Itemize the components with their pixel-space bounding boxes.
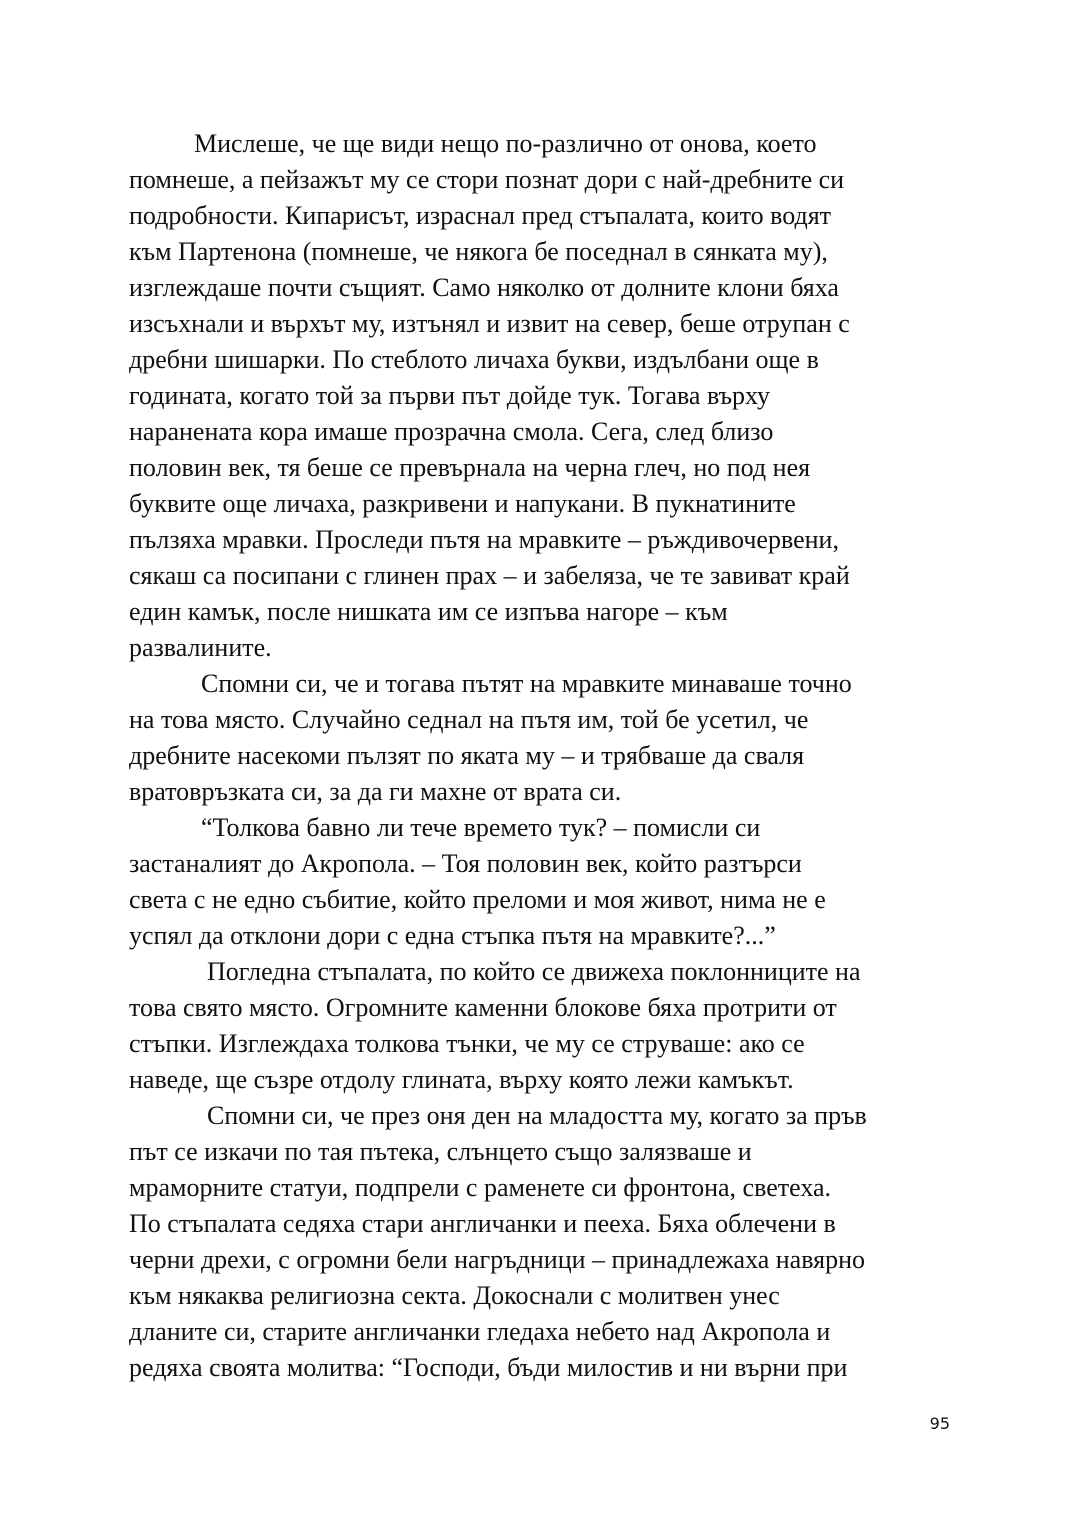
text-line: сякаш са посипани с глинен прах – и забеляза, че те завиват край	[129, 561, 850, 590]
text-line: черни дрехи, с огромни бели нагръдници – принадлежаха навярно	[129, 1245, 866, 1274]
text-line: наранената кора имаше прозрачна смола. Сега, след близо	[129, 417, 774, 446]
paragraph-3	[129, 810, 959, 954]
text-line: изглеждаше почти същият. Само няколко от долните клони бяха	[129, 273, 839, 302]
text-line: наведе, ще съзре отдолу глината, върху която лежи камъкът.	[129, 1065, 794, 1094]
text-line: “Толкова бавно ли тече времето тук? – помисли си	[201, 813, 761, 842]
text-line: това свято място. Огромните каменни блокове бяха протрити от	[129, 993, 837, 1022]
text-line: мраморните статуи, подпрели с раменете си фронтона, светеха.	[129, 1173, 832, 1202]
paragraph-2	[129, 666, 959, 810]
text-line: път се изкачи по тая пътека, слънцето също залязваше и	[129, 1137, 752, 1166]
paragraph-5	[129, 1098, 959, 1386]
text-line: помнеше, а пейзажът му се стори познат дори с най-дребните си	[129, 165, 845, 194]
text-line: на това място. Случайно седнал на пътя им, той бе усетил, че	[129, 705, 809, 734]
text-line: вратовръзката си, за да ги махне от врата си.	[129, 777, 622, 806]
paragraph-4	[129, 954, 959, 1098]
text-line: успял да отклони дори с една стъпка пътя на мравките?...”	[129, 921, 776, 950]
text-line: дребните насекоми пълзят по яката му – и трябваше да сваля	[129, 741, 805, 770]
paragraph-1	[129, 126, 959, 666]
text-line: подробности. Кипарисът, израснал пред стъпалата, които водят	[129, 201, 832, 230]
text-line: буквите още личаха, разкривени и напукани. В пукнатините	[129, 489, 796, 518]
text-line: Спомни си, че и тогава пътят на мравките минаваше точно	[201, 669, 852, 698]
text-line: развалините.	[129, 633, 272, 662]
body-text	[129, 126, 959, 1386]
text-line: застаналият до Акропола. – Тоя половин век, който разтърси	[129, 849, 802, 878]
text-line: към Партенона (помнеше, че някога бе поседнал в сянката му),	[129, 237, 828, 266]
text-line: един камък, после нишката им се изпъва нагоре – към	[129, 597, 728, 626]
text-line: към някаква религиозна секта. Докоснали с молитвен унес	[129, 1281, 780, 1310]
text-line: пълзяха мравки. Проследи пътя на мравките – ръждивочервени,	[129, 525, 839, 554]
page-number: 95	[929, 1414, 950, 1433]
text-line: стъпки. Изглеждаха толкова тънки, че му се струваше: ако се	[129, 1029, 805, 1058]
text-line: света с не едно събитие, който преломи и моя живот, нима не е	[129, 885, 826, 914]
text-line: Погледна стъпалата, по който се движеха поклонниците на	[207, 957, 861, 986]
text-line: дланите си, старите англичанки гледаха небето над Акропола и	[129, 1317, 831, 1346]
text-line: Мислеше, че ще види нещо по-различно от онова, което	[194, 129, 817, 158]
text-line: дребни шишарки. По стеблото личаха букви, издълбани още в	[129, 345, 819, 374]
text-line: По стъпалата седяха стари англичанки и пееха. Бяха облечени в	[129, 1209, 836, 1238]
text-line: Спомни си, че през оня ден на младостта му, когато за пръв	[207, 1101, 867, 1130]
text-line: изсъхнали и върхът му, изтънял и извит на север, беше отрупан с	[129, 309, 850, 338]
text-line: половин век, тя беше се превърнала на черна глеч, но под нея	[129, 453, 811, 482]
text-line: годината, когато той за първи път дойде тук. Тогава върху	[129, 381, 771, 410]
text-line: редяха своята молитва: “Господи, бъди милостив и ни върни при	[129, 1353, 848, 1382]
